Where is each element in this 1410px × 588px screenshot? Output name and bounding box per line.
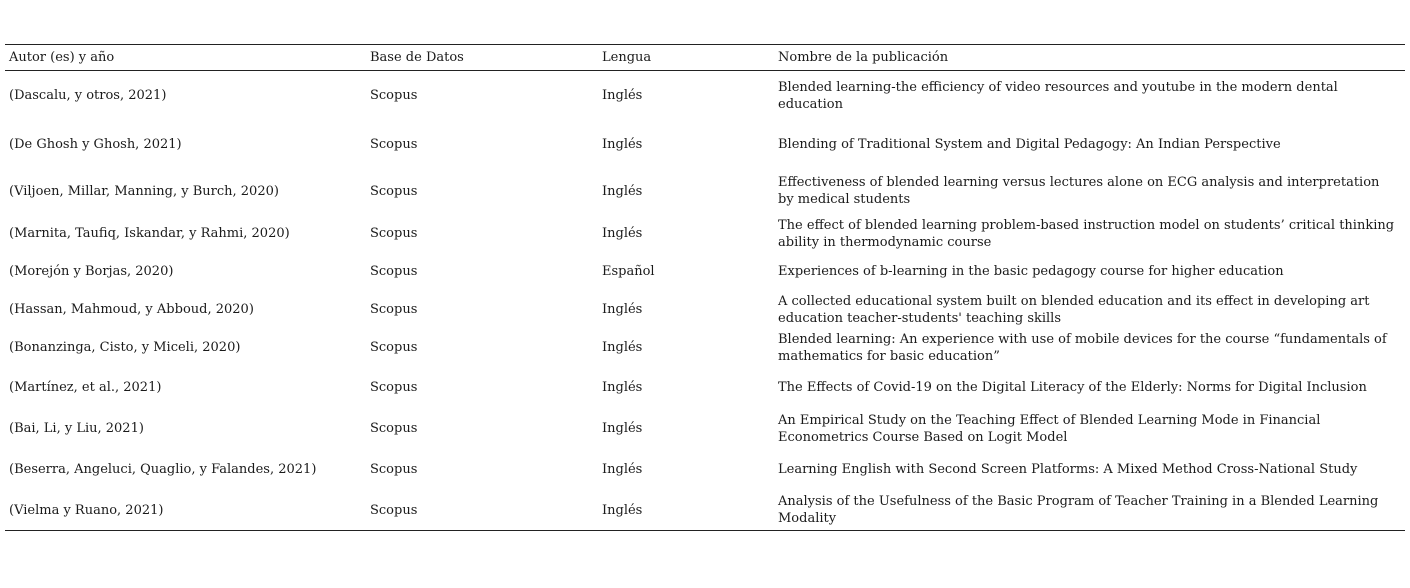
cell-language: Inglés xyxy=(602,462,643,477)
cell-title: A collected educational system built on blended education and its effect in developing art education teacher-students' teaching skills xyxy=(778,293,1370,326)
cell-database: Scopus xyxy=(370,136,418,152)
cell-language: Inglés xyxy=(602,421,643,436)
cell-author: (Martínez, et al., 2021) xyxy=(9,380,162,395)
cell-author: (De Ghosh y Ghosh, 2021) xyxy=(9,136,182,152)
cell-title: An Empirical Study on the Teaching Effect of Blended Learning Mode in Financial Econometrics Course Based on Logit Model xyxy=(778,412,1321,445)
cell-title: Blended learning: An experience with use of mobile devices for the course “fundamentals of mathematics for basic education” xyxy=(778,331,1387,364)
cell-author: (Vielma y Ruano, 2021) xyxy=(9,502,164,518)
cell-language: Inglés xyxy=(602,226,643,241)
cell-title: Learning English with Second Screen Platforms: A Mixed Method Cross-National Study xyxy=(778,462,1358,477)
table-row xyxy=(5,449,1405,491)
table-row xyxy=(5,491,1405,531)
cell-title: The effect of blended learning problem-based instruction model on students’ critical thinking ability in thermodynamic course xyxy=(778,217,1395,250)
cell-title: Effectiveness of blended learning versus lectures alone on ECG analysis and interpretation by medical students xyxy=(778,175,1380,207)
table-row xyxy=(5,409,1405,449)
table-header-row xyxy=(5,45,1405,71)
table-row xyxy=(5,71,1405,121)
cell-language: Inglés xyxy=(602,302,643,317)
cell-language: Inglés xyxy=(602,502,643,518)
cell-title: Blended learning-the efficiency of video resources and youtube in the modern dental education xyxy=(778,79,1338,112)
table-row xyxy=(5,121,1405,168)
cell-author: (Morejón y Borjas, 2020) xyxy=(9,264,174,279)
table-row xyxy=(5,215,1405,253)
cell-database: Scopus xyxy=(370,226,418,241)
cell-database: Scopus xyxy=(370,380,418,395)
cell-author: (Bai, Li, y Liu, 2021) xyxy=(9,421,144,436)
cell-author: (Bonanzinga, Cisto, y Miceli, 2020) xyxy=(9,340,241,355)
cell-language: Inglés xyxy=(602,183,643,199)
cell-database: Scopus xyxy=(370,421,418,436)
cell-database: Scopus xyxy=(370,302,418,317)
header-publication-name: Nombre de la publicación xyxy=(778,50,949,65)
table-row xyxy=(5,329,1405,367)
cell-title: The Effects of Covid-19 on the Digital Literacy of the Elderly: Norms for Digital Inclusion xyxy=(778,380,1367,395)
cell-language: Inglés xyxy=(602,136,643,152)
publications-table xyxy=(5,44,1405,531)
cell-language: Inglés xyxy=(602,380,643,395)
publications-table-container xyxy=(5,44,1405,531)
cell-database: Scopus xyxy=(370,183,418,199)
table-row xyxy=(5,291,1405,329)
table-row xyxy=(5,168,1405,215)
cell-author: (Hassan, Mahmoud, y Abboud, 2020) xyxy=(9,302,254,317)
cell-title: Experiences of b-learning in the basic pedagogy course for higher education xyxy=(778,264,1284,279)
cell-database: Scopus xyxy=(370,264,418,279)
cell-author: (Viljoen, Millar, Manning, y Burch, 2020) xyxy=(9,183,279,199)
table-row xyxy=(5,253,1405,291)
cell-database: Scopus xyxy=(370,340,418,355)
cell-author: (Beserra, Angeluci, Quaglio, y Falandes, 2021) xyxy=(9,462,317,477)
header-database: Base de Datos xyxy=(370,50,464,65)
cell-database: Scopus xyxy=(370,462,418,477)
cell-author: (Marnita, Taufiq, Iskandar, y Rahmi, 2020) xyxy=(9,226,290,241)
cell-author: (Dascalu, y otros, 2021) xyxy=(9,88,167,104)
table-row xyxy=(5,367,1405,409)
header-language: Lengua xyxy=(602,50,652,65)
header-author-year: Autor (es) y año xyxy=(9,50,115,65)
cell-title: Analysis of the Usefulness of the Basic Program of Teacher Training in a Blended Learning Modality xyxy=(778,494,1379,527)
cell-language: Español xyxy=(602,264,655,279)
cell-database: Scopus xyxy=(370,502,418,518)
cell-title: Blending of Traditional System and Digital Pedagogy: An Indian Perspective xyxy=(778,136,1281,152)
cell-database: Scopus xyxy=(370,88,418,104)
cell-language: Inglés xyxy=(602,88,643,104)
cell-language: Inglés xyxy=(602,340,643,355)
